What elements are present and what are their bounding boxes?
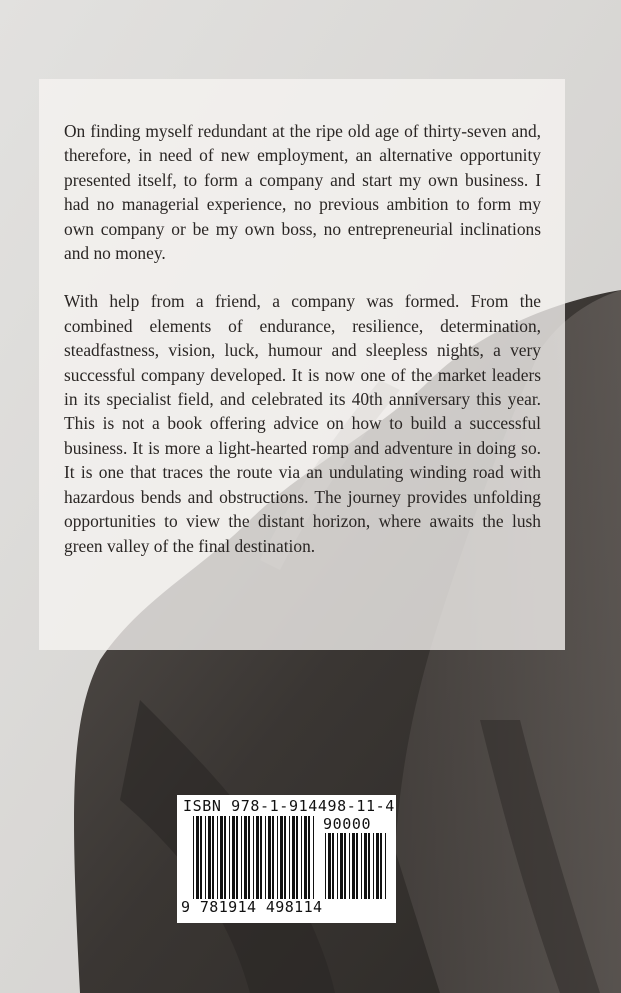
barcode-bar (217, 816, 218, 899)
barcode-bar (313, 816, 314, 899)
barcode-bar (265, 816, 266, 899)
barcode-bar (272, 816, 274, 899)
barcode-bar (373, 833, 374, 899)
barcode-bar (289, 816, 290, 899)
barcode-bar (364, 833, 367, 899)
barcode-bar (325, 833, 326, 899)
blurb-paragraph-1: On finding myself redundant at the ripe old age of thirty-seven and, therefore, in need of new employment, an alternative opportunity presented itself, to form a company and start my own business. I had no managerial experience, no previous ambition to form my own company or be my own boss, no entrepreneurial inclinations and no money. (64, 121, 541, 264)
barcode-bar (253, 816, 254, 899)
barcode-bar (380, 833, 382, 899)
barcode-bar (232, 816, 235, 899)
barcode-bar (193, 816, 194, 899)
barcode-bar (340, 833, 343, 899)
barcode-bar (220, 816, 223, 899)
barcode-bar (244, 816, 247, 899)
barcode-bar (248, 816, 250, 899)
barcode-bar (376, 833, 379, 899)
barcode-bar (200, 816, 202, 899)
barcode-bar (277, 816, 278, 899)
barcode-bar (296, 816, 298, 899)
barcode-bar (229, 816, 230, 899)
barcode-bar (256, 816, 259, 899)
barcode-bar (236, 816, 238, 899)
barcode-bar (205, 816, 206, 899)
barcode-bar (208, 816, 211, 899)
isbn-label: ISBN 978-1-914498-11-4 (183, 797, 395, 815)
price-code: 90000 (323, 815, 372, 833)
barcode-bar (332, 833, 334, 899)
barcode-bar (304, 816, 307, 899)
barcode-bar (361, 833, 362, 899)
barcode-bar (349, 833, 350, 899)
barcode-bar (352, 833, 355, 899)
barcode-bar (344, 833, 346, 899)
barcode-bar (260, 816, 262, 899)
barcode-bar (196, 816, 199, 899)
ean-digits: 9 781914 498114 (181, 898, 323, 916)
barcode-bar (385, 833, 386, 899)
barcode-bar (356, 833, 358, 899)
barcode-bar (280, 816, 283, 899)
barcode-bar (301, 816, 302, 899)
barcode-bar (224, 816, 226, 899)
barcode-bar (337, 833, 338, 899)
blurb-paragraph-2: With help from a friend, a company was formed. From the combined elements of endurance, resilience, determination, steadfastness, vision, luck, humour and sleepless nights, a very successful company developed. It is now one of the market leaders in its specialist field, and celebrated its 40th anniversary this year. This is not a book offering advice on how to build a successful business. It is more a light-hearted romp and adventure in doing so. It is one that traces the route via an undulating winding road with hazardous bends and obstructions. The journey provides unfolding opportunities to view the distant horizon, where awaits the lush green valley of the final destination. (64, 291, 541, 556)
back-cover-blurb (39, 79, 565, 650)
barcode-bar (268, 816, 271, 899)
isbn-barcode (177, 795, 396, 923)
barcode-bar (284, 816, 286, 899)
barcode-bar (328, 833, 331, 899)
barcode-bar (308, 816, 310, 899)
barcode-bar (292, 816, 295, 899)
barcode-bar (212, 816, 214, 899)
barcode-bar (241, 816, 242, 899)
barcode-bar (368, 833, 370, 899)
